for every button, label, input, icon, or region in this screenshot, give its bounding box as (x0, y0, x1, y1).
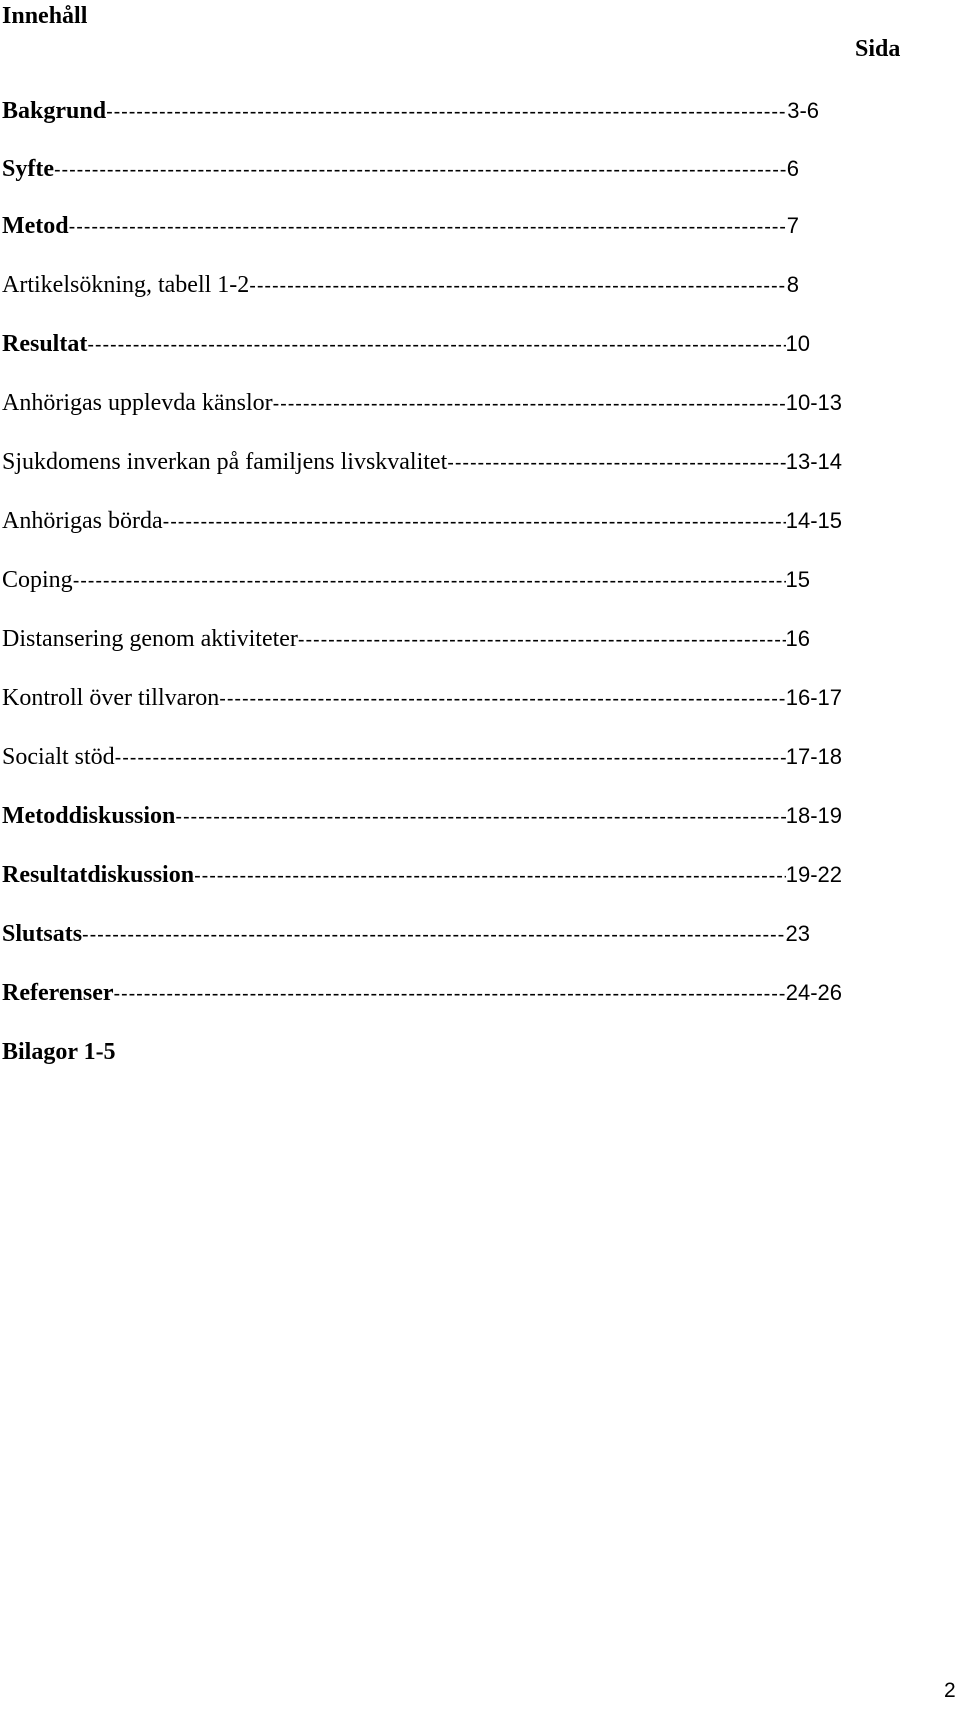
toc-entry-title: Metod (2, 213, 69, 239)
toc-entry-artikelsokning (2, 270, 799, 300)
toc-entry-resultat (2, 329, 810, 359)
dot-leader (73, 566, 786, 596)
toc-entry-anhorigas-kanslor (2, 388, 842, 418)
toc-entry-page: 17-18 (785, 744, 842, 769)
dot-leader (82, 920, 785, 950)
dot-leader (106, 97, 787, 127)
toc-entry-title: Metoddiskussion (2, 803, 176, 829)
toc-entry-bilagor (2, 1037, 116, 1067)
toc-entry-title: Anhörigas börda (2, 508, 163, 534)
dot-leader (69, 212, 787, 242)
dot-leader (273, 389, 786, 419)
toc-entry-metod (2, 211, 799, 241)
toc-entry-syfte (2, 154, 799, 184)
page-title: Innehåll (2, 3, 88, 29)
toc-entry-kontroll (2, 683, 842, 713)
dot-leader (163, 507, 786, 537)
dot-leader (447, 448, 785, 478)
dot-leader (114, 979, 786, 1009)
toc-entry-page: 15 (785, 567, 810, 592)
toc-entry-page: 18-19 (785, 803, 842, 828)
toc-entry-title: Slutsats (2, 921, 83, 947)
dot-leader (175, 802, 785, 832)
dot-leader (115, 743, 786, 773)
dot-leader (54, 155, 787, 185)
dot-leader (194, 861, 786, 891)
toc-entry-page: 23 (785, 921, 810, 946)
dot-leader (298, 625, 786, 655)
toc-entry-metoddiskussion (2, 801, 842, 831)
toc-entry-title: Bakgrund (2, 98, 107, 124)
toc-entry-page: 14-15 (785, 508, 842, 533)
toc-entry-page: 16 (785, 626, 810, 651)
toc-entry-page: 10 (785, 331, 810, 356)
toc-entry-page: 19-22 (785, 862, 842, 887)
toc-entry-title: Kontroll över tillvaron (2, 685, 220, 711)
toc-entry-page: 7 (786, 213, 799, 238)
toc-entry-title: Artikelsökning, tabell 1-2 (2, 272, 250, 298)
toc-entry-page: 6 (786, 156, 799, 181)
toc-entry-referenser (2, 978, 842, 1008)
toc-entry-title: Bilagor 1-5 (2, 1039, 116, 1065)
page-number: 2 (944, 1679, 956, 1702)
toc-entry-title: Distansering genom aktiviteter (2, 626, 298, 652)
toc-entry-page: 24-26 (785, 980, 842, 1005)
toc-entry-slutsats (2, 919, 810, 949)
toc-entry-title: Referenser (2, 980, 114, 1006)
toc-entry-title: Syfte (2, 156, 54, 182)
toc-entry-title: Socialt stöd (2, 744, 115, 770)
toc-entry-page: 16-17 (785, 685, 842, 710)
toc-entry-page: 8 (786, 272, 799, 297)
toc-entry-coping (2, 565, 810, 595)
toc-entry-distansering (2, 624, 810, 654)
toc-entry-sjukdomens-inverkan (2, 447, 842, 477)
page-column-label: Sida (855, 36, 901, 62)
toc-entry-bakgrund (2, 96, 819, 126)
toc-entry-resultatdiskussion (2, 860, 842, 890)
toc-entry-page: 3-6 (787, 98, 819, 123)
dot-leader (219, 684, 785, 714)
toc-entry-page: 13-14 (785, 449, 842, 474)
toc-entry-page: 10-13 (785, 390, 842, 415)
toc-entry-title: Resultatdiskussion (2, 862, 195, 888)
toc-entry-title: Resultat (2, 331, 88, 357)
toc-entry-title: Coping (2, 567, 73, 593)
toc-entry-anhorigas-borda (2, 506, 842, 536)
toc-entry-title: Anhörigas upplevda känslor (2, 390, 273, 416)
toc-entry-socialt-stod (2, 742, 842, 772)
toc-entry-title: Sjukdomens inverkan på familjens livskvalitet (2, 449, 448, 475)
dot-leader (87, 330, 785, 360)
dot-leader (249, 271, 786, 301)
